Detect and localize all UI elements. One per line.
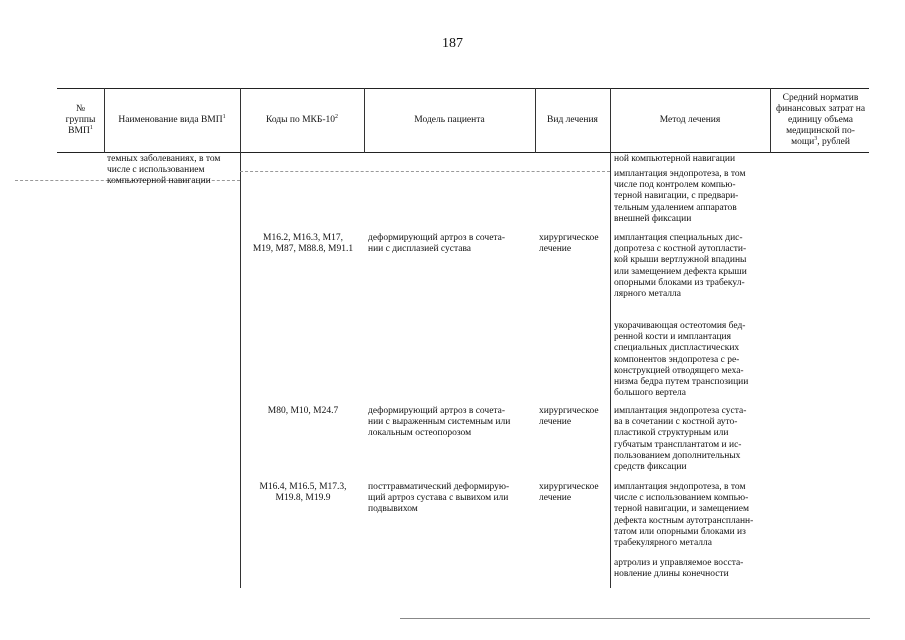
row-3-model: посттравматический деформирую- щий артроз сустава с вывихом или подвывихом [368, 482, 510, 515]
row-1-codes: M16.2, M16.3, M17, M19, M87, M88.8, M91.1 [252, 233, 354, 255]
row-0-method-1: имплантация эндопротеза, в том числе под контролем компью- терной навигации, с предвари- тельным удалением аппаратов внешней фиксации [614, 169, 746, 224]
row-2-method-0: имплантация эндопротеза суста- ва в сочетании с костной ауто- пластикой структурным или губчатым трансплантатом и ис- пользованием дополнительных средств фиксации [614, 406, 747, 473]
row-1-method-1: укорачивающая остеотомия бед- ренной кости и имплантация специальных диспластических компонентов эндопротеза с ре- конструкцией отводящего меха- низма бедра путем транспозиции большого вертела [614, 321, 749, 399]
row-3-method-0: имплантация эндопротеза, в том числе с использованием компью- терной навигации, и замещением дефекта костным аутотранспланн- татом или опорными блоками из трабекулярного металла [614, 482, 754, 549]
header-cost-norm-text-c: , рублей [817, 136, 850, 147]
row-0-method-0: ной компьютерной навигации [614, 154, 736, 164]
header-cost-norm [772, 88, 869, 152]
header-vmp-name-sup: 1 [222, 113, 226, 120]
header-icd-codes-text: Коды по МКБ-10 [265, 114, 336, 125]
header-treatment-type [535, 88, 610, 152]
header-cost-norm-sup: 3 [814, 135, 818, 142]
header-group-number-text: № группы ВМП [65, 103, 96, 136]
header-treatment-method [610, 88, 770, 152]
header-cost-norm-text-a: Средний норматив финансовых затрат на единицу объема медицинской по- [775, 92, 866, 136]
header-group-number [57, 88, 104, 152]
header-patient-model [364, 88, 535, 152]
header-patient-model-text: Модель пациента [414, 114, 485, 125]
row-2-model: деформирующий артроз в сочета- нии с выраженным системным или локальным остеопорозом [368, 406, 511, 439]
header-treatment-type-text: Вид лечения [547, 114, 598, 125]
header-group-number-sup: 1 [89, 124, 93, 131]
header-vmp-name [104, 88, 240, 152]
row-2-treatment: хирургическое лечение [539, 406, 599, 428]
row-2-codes: M80, M10, M24.7 [267, 406, 339, 416]
row-1-treatment: хирургическое лечение [539, 233, 599, 255]
header-treatment-method-text: Метод лечения [659, 114, 721, 125]
row-3-method-1: артролиз и управляемое восста- новление длины конечности [614, 558, 744, 580]
header-icd-codes-sup: 2 [335, 113, 339, 120]
row-1-method-0: имплантация специальных дис- допротеза с костной аутопласти- кой крыши вертлужной впадины или замещением дефекта крыши опорными блоками из трабекул- лярного металла [614, 233, 747, 300]
row-3-treatment: хирургическое лечение [539, 482, 599, 504]
page-number: 187 [442, 36, 463, 51]
header-vmp-name-text: Наименование вида ВМП [118, 114, 223, 125]
row-0-vmp-name: темных заболеваниях, в том числе с использованием компьютерной навигации [107, 154, 221, 187]
header-cost-norm-text-b: мощи [791, 136, 815, 147]
header-icd-codes [240, 88, 364, 152]
row-1-model: деформирующий артроз в сочета- нии с дисплазией сустава [368, 233, 506, 255]
row-3-codes: M16.4, M16.5, M17.3, M19.8, M19.9 [259, 482, 347, 504]
